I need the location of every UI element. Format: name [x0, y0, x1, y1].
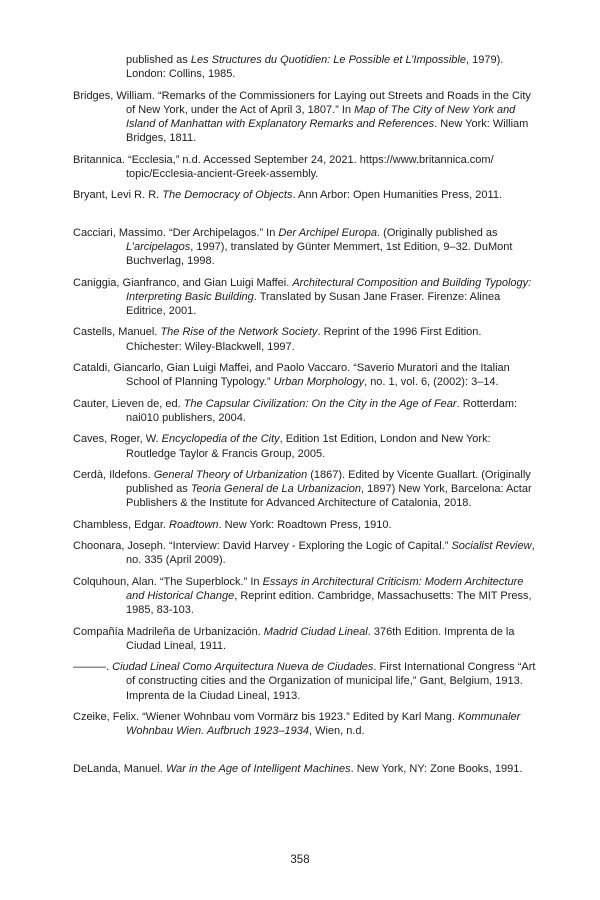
- entry-text: , 1897) New York, Barcelona: Actar Publishers & the Institute for Advanced Architecture of Catalonia, 2018.: [126, 483, 532, 510]
- entry-text: Castells, Manuel.: [73, 326, 161, 339]
- entry-text: . New York: Roadtown Press, 1910.: [218, 518, 392, 531]
- entry-text: . Ann Arbor: Open Humanities Press, 2011.: [292, 189, 503, 202]
- entry-title-italic: Urban Morphology: [273, 376, 365, 389]
- entry-text: Britannica. “Ecclesia,” n.d. Accessed September 24, 2021. https://www.britannica.com/ topic/Ecclesia-ancient-Greek-assembly.: [73, 153, 494, 181]
- entry-text: ———.: [73, 661, 113, 674]
- entry-title-italic: War in the Age of Intelligent Machines: [165, 762, 351, 775]
- entry-title-italic: Kommunaler Wohnbau Wien. Aufbruch 1923–1934: [126, 710, 521, 738]
- bibliography-entry: [73, 518, 539, 532]
- page-number: 358: [290, 854, 310, 866]
- entry-text: Cerdà, Ildefons.: [73, 468, 154, 481]
- entry-text: , 1997), translated by Günter Memmert, 1st Edition, 9–32. DuMont Buchverlag, 1998.: [126, 240, 513, 268]
- entry-title-italic: Roadtown: [169, 518, 219, 531]
- entry-title-italic: Encyclopedia of the City: [161, 433, 280, 446]
- bibliography-entry: [73, 153, 539, 182]
- entry-title-italic: Map of The City of New York and Island of Manhattan with Explanatory Remarks and References: [126, 103, 516, 131]
- entry-text: , Edition 1st Edition, London and New York: Routledge Taylor & Francis Group, 2005.: [126, 433, 491, 460]
- entry-text: Cacciari, Massimo. “Der Archipelagos.” In: [73, 226, 279, 239]
- entry-text: Cataldi, Giancarlo, Gian Luigi Maffei, and Paolo Vaccaro. “Saverio Muratori and the Italian School of Planning Typology.”: [73, 362, 510, 389]
- entry-title-italic: General Theory of Urbanization: [153, 468, 308, 481]
- entry-title-italic: Madrid Ciudad Lineal: [263, 625, 368, 638]
- entry-text: , Wien, n.d.: [308, 725, 365, 738]
- bibliography-entry: [73, 226, 539, 269]
- bibliography-entry: [73, 762, 539, 776]
- bibliography-entry: [73, 276, 539, 319]
- entry-text: Czeike, Felix. “Wiener Wohnbau vom Vormärz bis 1923.” Edited by Karl Mang.: [73, 710, 458, 723]
- entry-text: , no. 335 (April 2009).: [126, 540, 535, 567]
- bibliography-entry: [73, 432, 539, 461]
- entry-text: . Reprint of the 1996 First Edition. Chichester: Wiley-Blackwell, 1997.: [126, 326, 482, 353]
- bibliography-entry: [73, 397, 539, 426]
- entry-title-italic: L’arcipelagos: [126, 240, 191, 253]
- entry-text: Bridges, William. “Remarks of the Commissioners for Laying out Streets and Roads in the City of New York, under the Act of April 3, 1807.” In: [73, 89, 531, 116]
- entry-title-italic: Ciudad Lineal Como Arquitectura Nueva de Ciudades: [112, 661, 374, 674]
- bibliography-entry: [73, 468, 539, 511]
- entry-text: . New York, NY: Zone Books, 1991.: [350, 762, 523, 775]
- bibliography-entry: [73, 188, 539, 202]
- entry-text: , no. 1, vol. 6, (2002): 3–14.: [364, 376, 499, 389]
- bibliography-entry: [73, 361, 539, 390]
- bibliography-entry: [73, 325, 539, 354]
- bibliography-entry: [73, 53, 539, 82]
- entry-title-italic: Teoria General de La Urbanizacion: [190, 483, 362, 496]
- bibliography-entry: [73, 625, 539, 654]
- entry-title-italic: Les Structures du Quotidien: Le Possible et L’Impossible: [190, 54, 466, 66]
- entry-text: Caniggia, Gianfranco, and Gian Luigi Maffei.: [73, 276, 293, 289]
- entry-text: . (Originally published as: [377, 226, 498, 239]
- entry-text: . First International Congress “Art of constructing cities and the Organization of municipal life,” Gant, Belgium, 1913. Imprenta de la Ciudad Lineal, 1913.: [126, 661, 536, 702]
- bibliography-entry: [73, 539, 539, 568]
- entry-title-italic: Socialist Review: [451, 540, 532, 553]
- entry-text: published as: [126, 54, 191, 66]
- entry-title-italic: Architectural Composition and Building Typology: Interpreting Basic Building: [126, 276, 532, 303]
- entry-text: . Rotterdam: nai010 publishers, 2004.: [126, 397, 518, 424]
- entry-text: (1867). Edited by Vicente Guallart. (Originally published as: [126, 468, 531, 496]
- entry-text: Colquhoun, Alan. “The Superblock.” In: [73, 575, 263, 588]
- entry-text: , Reprint edition. Cambridge, Massachusetts: The MIT Press, 1985, 83-103.: [126, 589, 532, 617]
- entry-title-italic: The Capsular Civilization: On the City in the Age of Fear: [183, 397, 457, 410]
- bibliography-entry: [73, 89, 539, 146]
- entry-text: . Translated by Susan Jane Fraser. Firenze: Alinea Editrice, 2001.: [126, 290, 501, 318]
- entry-text: DeLanda, Manuel.: [73, 762, 166, 775]
- entry-title-italic: The Rise of the Network Society: [160, 326, 318, 339]
- entry-title-italic: The Democracy of Objects: [162, 189, 293, 202]
- entry-text: Caves, Roger, W.: [73, 433, 162, 446]
- entry-text: , 1979). London: Collins, 1985.: [126, 54, 504, 81]
- entry-text: Chambless, Edgar.: [73, 518, 169, 531]
- bibliography-entry: [73, 710, 539, 739]
- entry-title-italic: Essays in Architectural Criticism: Modern Architecture and Historical Change: [126, 575, 524, 602]
- bibliography-entry: [73, 660, 539, 703]
- entry-text: Cauter, Lieven de, ed.: [73, 397, 184, 410]
- entry-text: Compañía Madrileña de Urbanización.: [73, 625, 264, 638]
- bibliography-entry: [73, 575, 539, 618]
- bibliography-list: [73, 53, 539, 783]
- entry-text: Choonara, Joseph. “Interview: David Harvey - Exploring the Logic of Capital.”: [73, 540, 452, 553]
- entry-text: Bryant, Levi R. R.: [73, 189, 163, 202]
- entry-text: . 376th Edition. Imprenta de la Ciudad Lineal, 1911.: [126, 625, 515, 652]
- entry-title-italic: Der Archipel Europa: [278, 226, 378, 239]
- entry-text: . New York: William Bridges, 1811.: [126, 118, 529, 145]
